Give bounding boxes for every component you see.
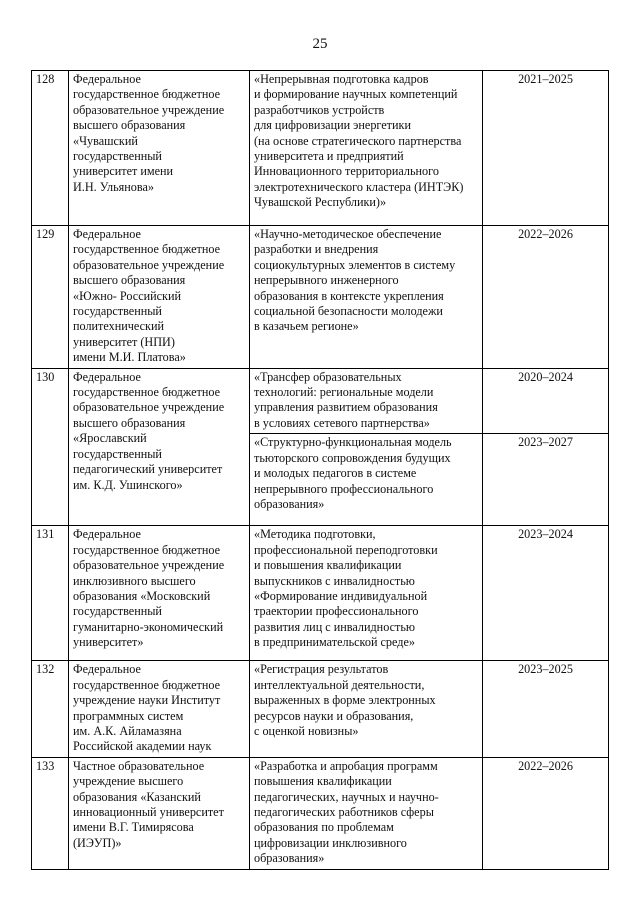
project-period: 2022–2026 — [483, 757, 609, 869]
table-row — [32, 526, 609, 661]
project-period: 2023–2025 — [483, 661, 609, 757]
table-row — [32, 661, 609, 757]
row-number: 133 — [32, 757, 69, 869]
project-title: «Регистрация результатов интеллектуальной деятельности, выраженных в форме электронных ресурсов науки и образования, с оценкой новизны» — [250, 661, 483, 757]
row-number: 131 — [32, 526, 69, 661]
project-title: «Структурно-функциональная модель тьюторского сопровождения будущих и молодых педагогов в системе непрерывного профессионального образования» — [250, 434, 483, 526]
table-row — [32, 757, 609, 869]
table-row — [32, 368, 609, 434]
project-title: «Методика подготовки, профессиональной переподготовки и повышения квалификации выпускников с инвалидностью «Формирование индивидуальной траектории профессионального развития лиц с инвалидностью в предпринимательской среде» — [250, 526, 483, 661]
project-period: 2021–2025 — [483, 71, 609, 226]
projects-table — [31, 70, 609, 870]
project-title: «Разработка и апробация программ повышения квалификации педагогических, научных и научно- педагогических работников сферы образования по проблемам цифровизации инклюзивного образования» — [250, 757, 483, 869]
row-number: 130 — [32, 368, 69, 526]
table-row — [32, 71, 609, 226]
table-row — [32, 226, 609, 369]
project-period: 2022–2026 — [483, 226, 609, 369]
project-period: 2020–2024 — [483, 368, 609, 434]
organization-name: Федеральное государственное бюджетное образовательное учреждение высшего образования «Южно- Российский государственный политехнический университет (НПИ) имени М.И. Платова» — [69, 226, 250, 369]
project-title: «Научно-методическое обеспечение разработки и внедрения социокультурных элементов в систему непрерывного инженерного образования в контексте укрепления социальной безопасности молодежи в казачьем регионе» — [250, 226, 483, 369]
project-period: 2023–2024 — [483, 526, 609, 661]
organization-name: Федеральное государственное бюджетное образовательное учреждение высшего образования «Чувашский государственный университет имени И.Н. Ульянова» — [69, 71, 250, 226]
row-number: 128 — [32, 71, 69, 226]
row-number: 132 — [32, 661, 69, 757]
project-title: «Трансфер образовательных технологий: региональные модели управления развитием образования в условиях сетевого партнерства» — [250, 368, 483, 434]
organization-name: Федеральное государственное бюджетное учреждение науки Институт программных систем им. А.К. Айламазяна Российской академии наук — [69, 661, 250, 757]
row-number: 129 — [32, 226, 69, 369]
page-number: 25 — [312, 36, 328, 52]
project-title: «Непрерывная подготовка кадров и формирование научных компетенций разработчиков устройств для цифровизации энергетики (на основе стратегического партнерства университета и предприятий Инновационного территориального электротехнического кластера (ИНТЭК) Чувашской Республики)» — [250, 71, 483, 226]
project-period: 2023–2027 — [483, 434, 609, 526]
organization-name: Частное образовательное учреждение высшего образования «Казанский инновационный университет имени В.Г. Тимирясова (ИЭУП)» — [69, 757, 250, 869]
organization-name: Федеральное государственное бюджетное образовательное учреждение инклюзивного высшего образования «Московский государственный гуманитарно-экономический университет» — [69, 526, 250, 661]
organization-name: Федеральное государственное бюджетное образовательное учреждение высшего образования «Ярославский государственный педагогический университет им. К.Д. Ушинского» — [69, 368, 250, 526]
